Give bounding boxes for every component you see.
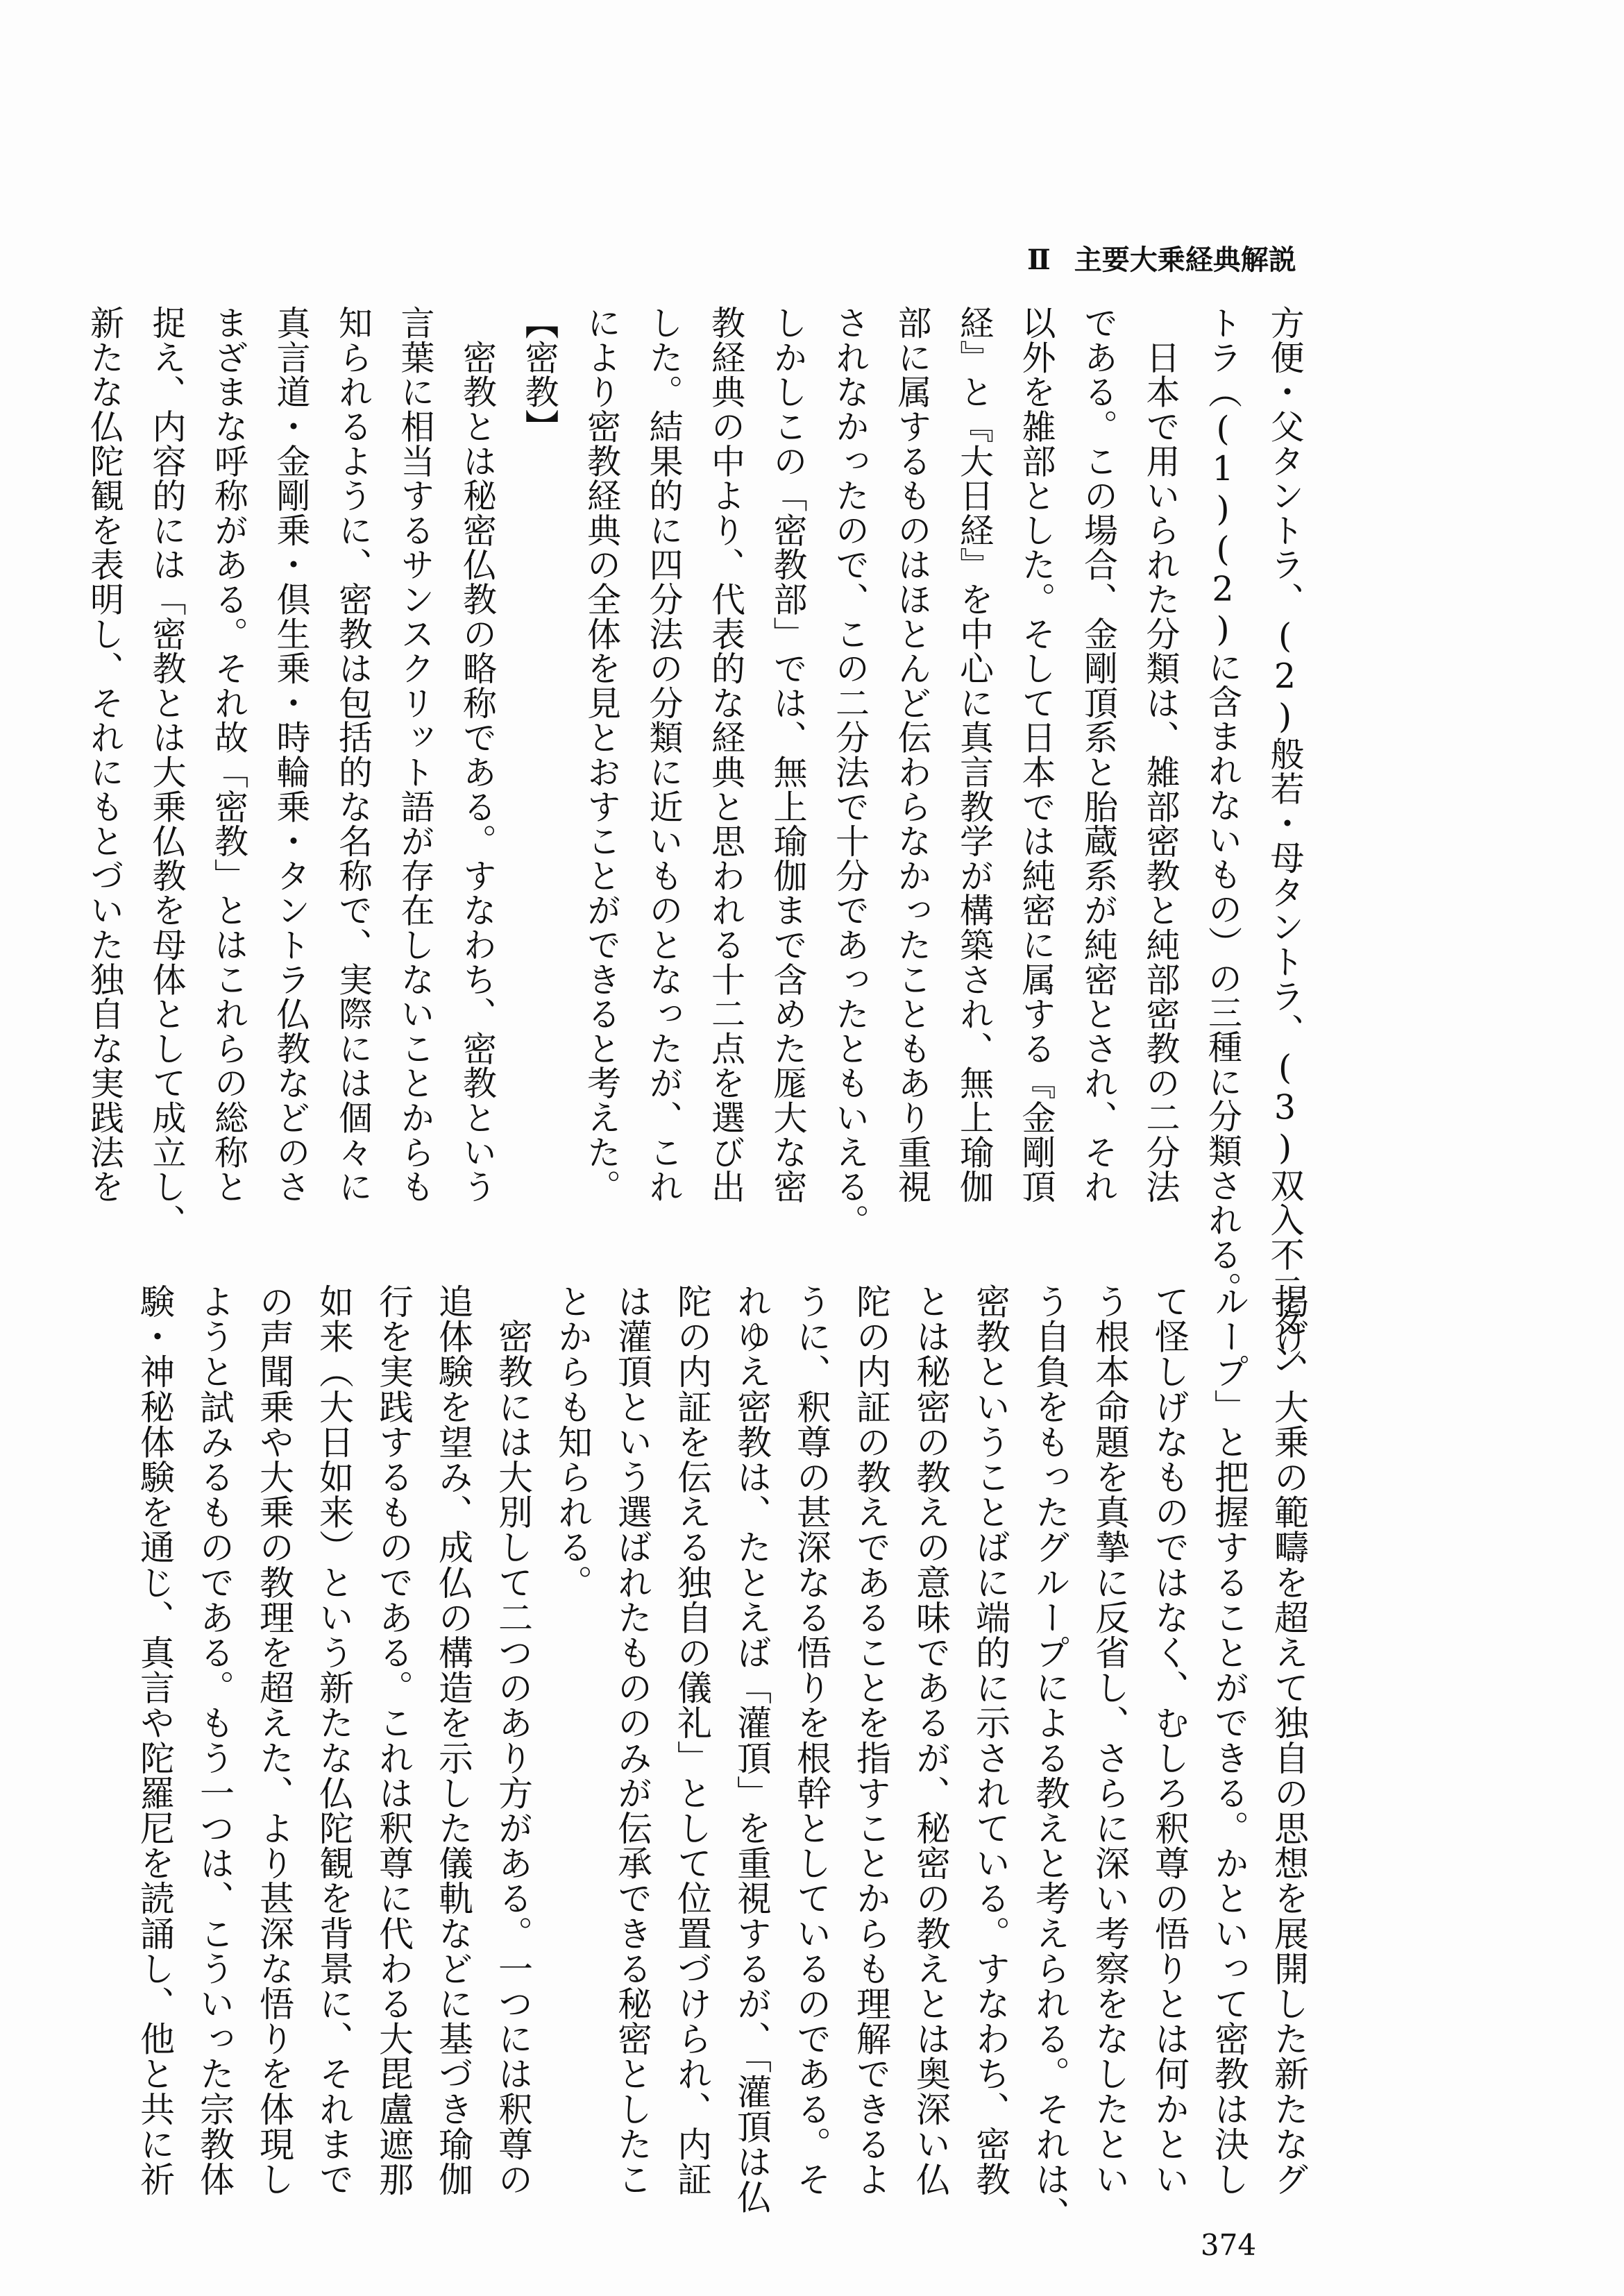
- lower-line: 陀の内証を伝える独自の儀礼」として位置づけられ、内証: [672, 1284, 712, 2197]
- upper-line: 経』と『大日経』を中心に真言教学が構築され、無上瑜伽: [954, 305, 995, 1204]
- upper-line: 真言道・金剛乗・倶生乗・時輪乗・タントラ仏教などのさ: [271, 305, 311, 1204]
- upper-line: 密教とは秘密仏教の略称である。すなわち、密教という: [457, 305, 498, 1204]
- running-head: [1027, 239, 1319, 281]
- lower-line: の声聞乗や大乗の教理を超えた、より甚深な悟りを体現し: [254, 1284, 294, 2197]
- running-head-title: 主要大乗経典解説: [1074, 244, 1296, 276]
- upper-line: 教経典の中より、代表的な経典と思われる十二点を選び出: [706, 305, 746, 1204]
- lower-line: う自負をもったグループによる教えと考えられる。それは、: [1030, 1284, 1070, 2232]
- upper-line: 知られるように、密教は包括的な名称で、実際には個々に: [333, 305, 373, 1204]
- lower-text-block: [97, 1284, 1319, 2232]
- lower-line: 追体験を望み、成仏の構造を示した儀軌などに基づき瑜伽: [433, 1284, 473, 2197]
- lower-line: うに、釈尊の甚深なる悟りを根幹としているのである。そ: [791, 1284, 831, 2197]
- lower-line: とからも知られる。: [552, 1284, 593, 1600]
- upper-line: 以外を雑部とした。そして日本では純密に属する『金剛頂: [1017, 305, 1056, 1204]
- upper-line: されなかったので、この二分法で十分であったともいえる。: [830, 305, 870, 1239]
- upper-line: 捉え、内容的には「密教とは大乗仏教を母体として成立し、: [147, 305, 187, 1239]
- upper-line: トラ（(1)(2)に含まれないもの）の三種に分類される。: [1203, 305, 1243, 1307]
- upper-line: 新たな仏陀観を表明し、それにもとづいた独自な実践法を: [85, 305, 125, 1204]
- upper-line: しかしこの「密教部」では、無上瑜伽まで含めた厖大な密: [768, 305, 808, 1204]
- upper-line: である。この場合、金剛頂系と胎蔵系が純密とされ、それ: [1079, 305, 1119, 1204]
- lower-line: 密教には大別して二つのあり方がある。一つには釈尊の: [493, 1284, 533, 2197]
- upper-line: 方便・父タントラ、(2)般若・母タントラ、(3)双入不二タン: [1265, 305, 1305, 1375]
- lower-line: 密教ということばに端的に示されている。すなわち、密教: [970, 1284, 1010, 2197]
- lower-line: ようと試みるものである。もう一つは、こういった宗教体: [194, 1284, 235, 2197]
- upper-text-block: [85, 305, 1316, 1375]
- upper-line: 【密教】: [520, 305, 559, 444]
- lower-line: 陀の内証の教えであることを指すことからも理解できるよ: [851, 1284, 891, 2197]
- lower-line: う根本命題を真摯に反省し、さらに深い考察をなしたとい: [1090, 1284, 1130, 2197]
- lower-line: て怪しげなものではなく、むしろ釈尊の悟りとは何かとい: [1149, 1284, 1190, 2197]
- page-number: 374: [1200, 2228, 1257, 2262]
- upper-line: により密教経典の全体を見とおすことができると考えた。: [582, 305, 622, 1204]
- lower-line: ループ」と把握することができる。かといって密教は決し: [1209, 1284, 1249, 2197]
- upper-line: 部に属するものはほとんど伝わらなかったこともあり重視: [893, 305, 932, 1204]
- upper-line: 言葉に相当するサンスクリット語が存在しないことからも: [396, 305, 435, 1204]
- lower-line: 験・神秘体験を通じ、真言や陀羅尼を読誦し、他と共に祈: [135, 1284, 175, 2197]
- upper-line: まざまな呼称がある。それ故「密教」とはこれらの総称と: [209, 305, 249, 1204]
- lower-line: とは秘密の教えの意味であるが、秘密の教えとは奥深い仏: [911, 1284, 951, 2197]
- lower-line: は灌頂という選ばれたもののみが伝承できる秘密としたこ: [612, 1284, 652, 2197]
- lower-line: れゆえ密教は、たとえば「灌頂」を重視するが、「灌頂は仏: [731, 1284, 772, 2215]
- lower-line: 行を実践するものである。これは釈尊に代わる大毘盧遮那: [373, 1284, 414, 2197]
- upper-line: した。結果的に四分法の分類に近いものとなったが、これ: [644, 305, 684, 1204]
- running-head-part: Ⅱ: [1027, 244, 1051, 276]
- lower-line: 掲げ、大乗の範疇を超えて独自の思想を展開した新たなグ: [1269, 1284, 1309, 2197]
- upper-line: 日本で用いられた分類は、雑部密教と純部密教の二分法: [1141, 305, 1181, 1204]
- lower-line: 如来（大日如来）という新たな仏陀観を背景に、それまで: [314, 1284, 354, 2197]
